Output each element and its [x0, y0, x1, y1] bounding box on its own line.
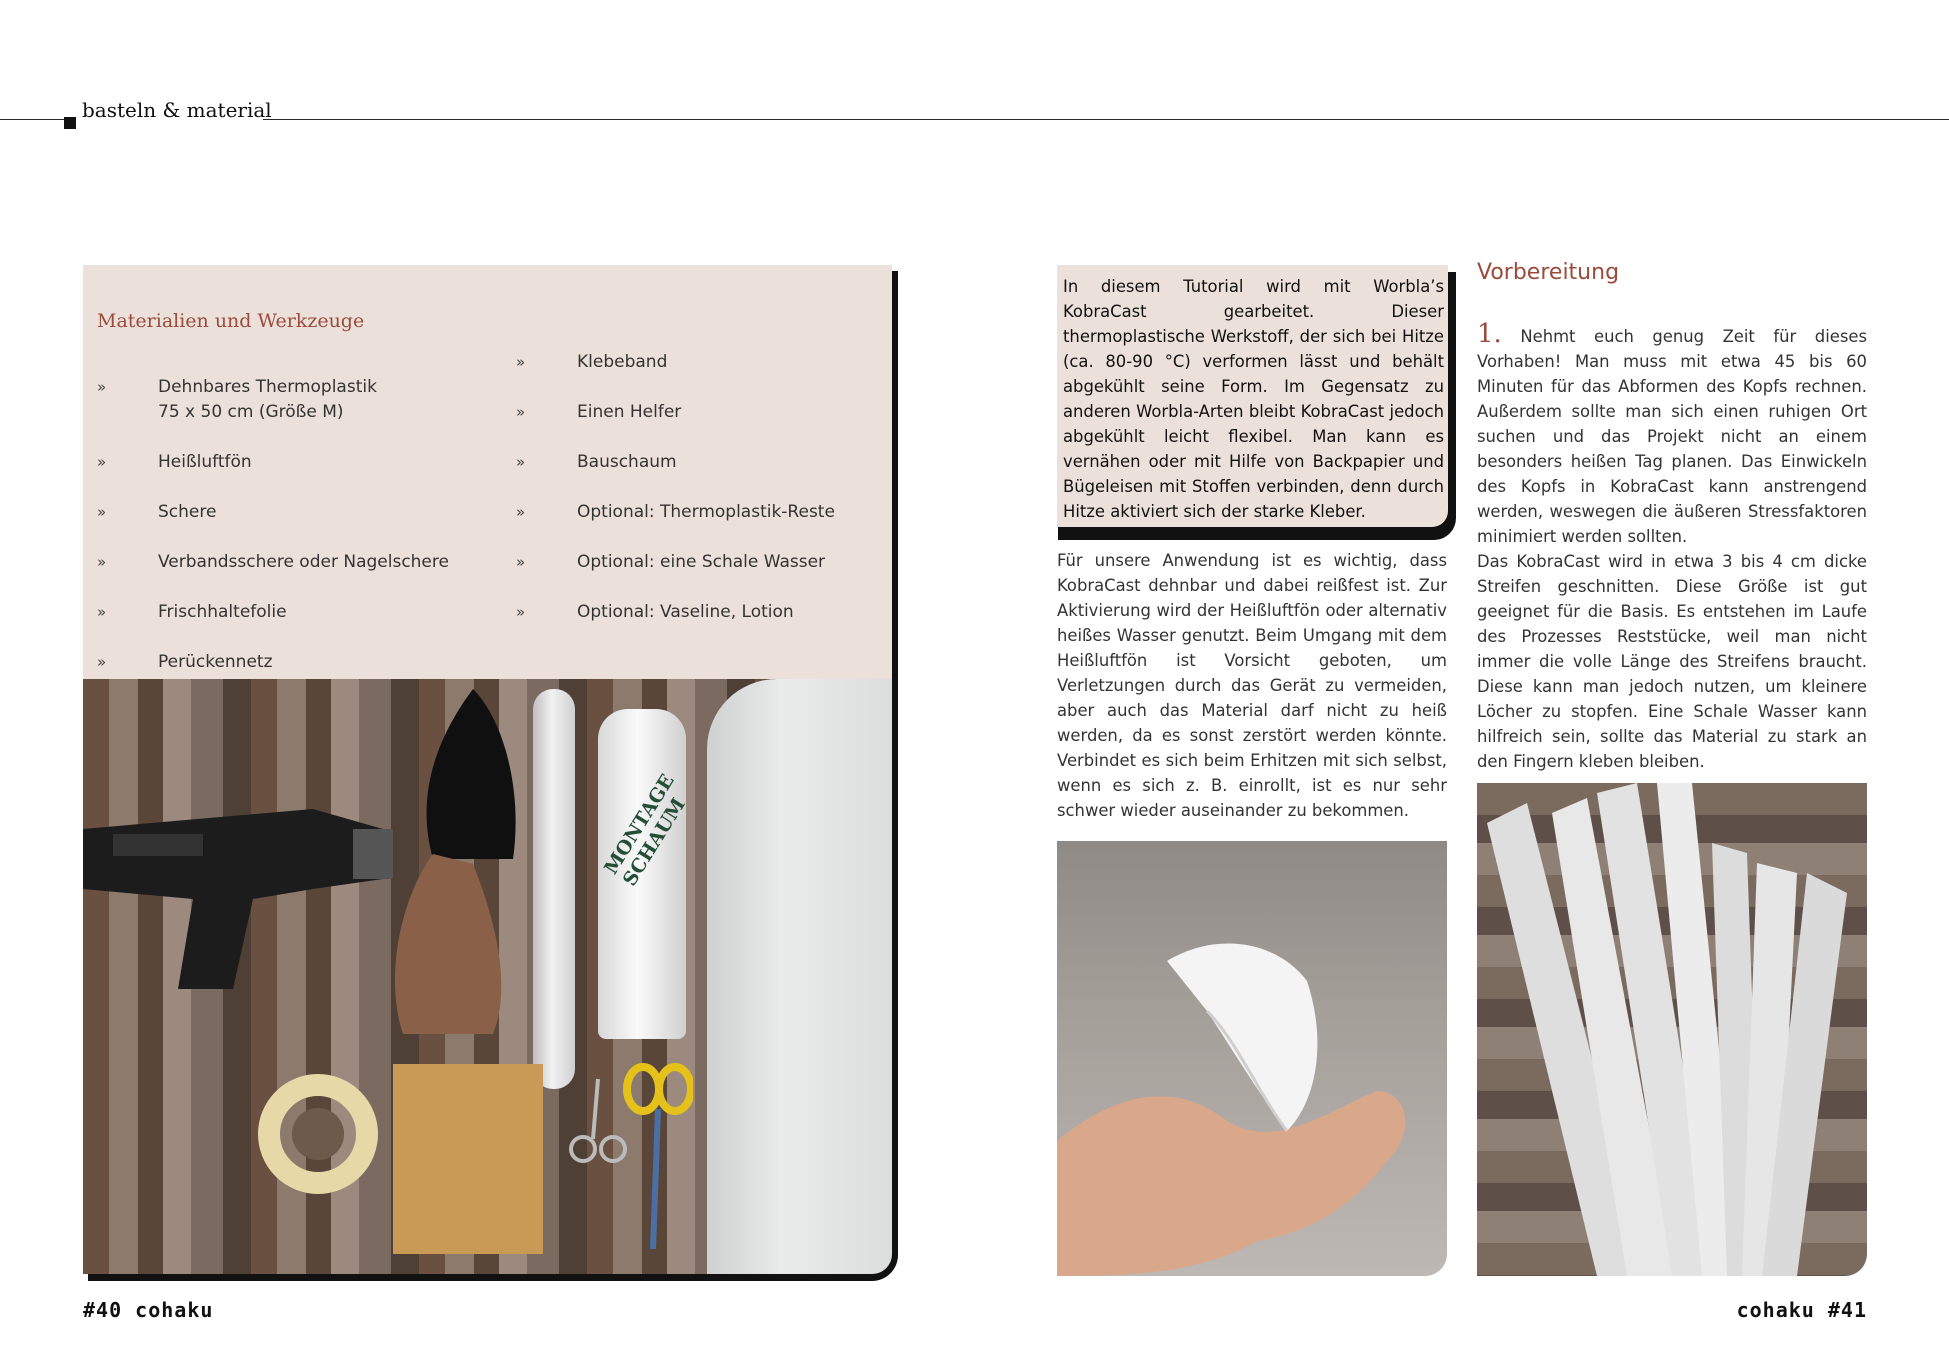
page-number-right: cohaku #41 — [1736, 1298, 1867, 1322]
materials-list-area: Materialien und Werkzeuge » Dehnbares Thermoplastik 75 x 50 cm (Größe M) » Heißluftfön » Schere » Verbandsschere oder Nagelschere » Frischhaltefolie » Perückennetz » Klebeband » Einen Helfer » Bauschaum » Optional: Thermoplastik-Reste » Optional: eine Schale Wasser » Optional: Vaseline, Lotion — [83, 265, 892, 679]
tape-roll — [258, 1074, 378, 1194]
strips-image — [1477, 783, 1867, 1276]
hand-image — [1057, 841, 1447, 1276]
header-rule-left — [0, 119, 66, 120]
foam-can — [598, 709, 690, 1039]
wig-net-image — [413, 689, 528, 859]
stocking-image — [383, 854, 513, 1034]
section-heading: Vorbereitung — [1477, 260, 1620, 285]
kobracast-hand-photo — [1057, 841, 1447, 1276]
yellow-scissors-image — [623, 1059, 693, 1249]
header-rule-right — [263, 119, 1949, 120]
callout-text: In diesem Tutorial wird mit Worbla’s KobraCast gearbeitet. Dieser thermoplastische Werkstoff, der sich bei Hitze (ca. 80-90 °C) verformen lässt und behält abgekühlt seine Form. Im Gegensatz zu anderen Worbla-Arten bleibt KobraCast jedoch abgekühlt leicht flexibel. Man kann es vernähen oder mit Hilfe von Backpapier und Bügeleisen mit Stoffen verbinden, denn durch Hitze aktiviert sich der starke Kleber. — [1063, 277, 1444, 521]
materials-title: Materialien und Werkzeuge — [97, 310, 365, 332]
header-marker — [64, 117, 76, 129]
materials-photo — [83, 679, 892, 1274]
kobracast-strips-photo — [1477, 783, 1867, 1276]
heat-gun-image — [83, 789, 413, 989]
intro-callout — [1057, 265, 1448, 527]
sponge — [393, 1064, 543, 1254]
foam-can-label: MONTAGE SCHAUM — [600, 770, 690, 890]
step-1-text: 1. Nehmt euch genug Zeit für dieses Vorhaben! Man muss mit etwa 45 bis 60 Minuten für das Abformen des Kopfs rechnen. Außerdem sollte man sich einen ruhigen Ort suchen und das Projekt nicht an einem besonders heißen Tag planen. Das Einwickeln des Kopfs in KobraCast kann anstrengend werden, weswegen die äußeren Stressfaktoren minimiert werden sollten. Das KobraCast wird in etwa 3 bis 4 cm dicke Streifen geschnitten. Diese Größe ist gut geeignet für die Basis. Es entstehen im Laufe des Prozesses Reststücke, weil man nicht immer die volle Länge des Streifens braucht. Diese kann man jedoch nutzen, um kleinere Löcher zu stopfen. Eine Schale Wasser kann hilfreich sein, sollte das Material zu stark an den Fingern kleben bleiben. — [1477, 319, 1867, 771]
section-label: basteln & material — [82, 98, 272, 122]
cling-film-roll — [533, 689, 575, 1089]
page-number-left: #40 cohaku — [83, 1298, 214, 1322]
materials-panel — [83, 265, 892, 1274]
step-number: 1. — [1477, 319, 1502, 349]
thermoplastic-roll — [707, 679, 892, 1274]
intro-body: Für unsere Anwendung ist es wichtig, dass KobraCast dehnbar und dabei reißfest ist. Zur Aktivierung wird der Heißluftfön oder alternativ heißes Wasser genutzt. Beim Umgang mit dem Heißluftfön ist Vorsicht geboten, um Verletzungen durch das Gerät zu vermeiden, aber auch das Material darf nicht zu heiß werden, da es sonst zerstört werden könnte. Verbindet es sich beim Erhitzen mit sich selbst, wenn es sich z. B. einrollt, ist es nur sehr schwer wieder auseinander zu bekommen. — [1057, 551, 1447, 820]
